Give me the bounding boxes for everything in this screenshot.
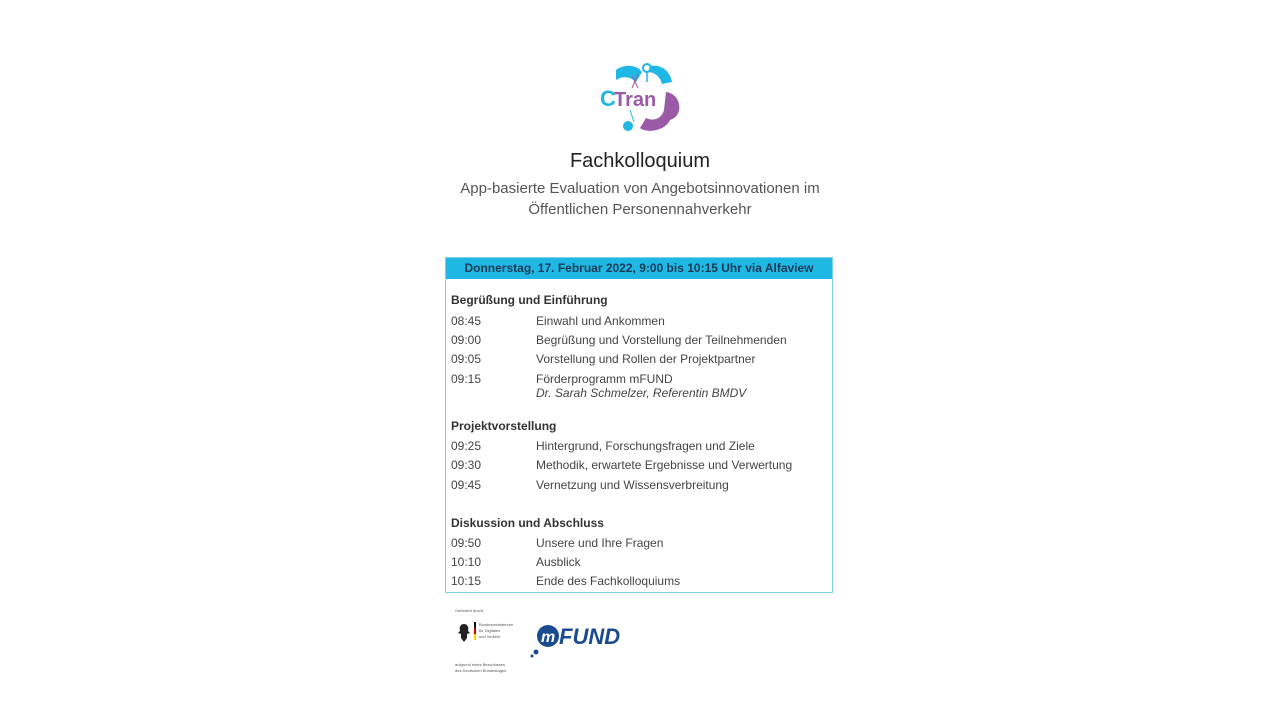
date-banner: Donnerstag, 17. Februar 2022, 9:00 bis 10:15 Uhr via Alfaview xyxy=(446,258,832,279)
agenda-time: 09:05 xyxy=(451,352,482,366)
ministry-line-3: und Verkehr xyxy=(479,634,501,639)
agenda-time: 10:10 xyxy=(451,555,482,569)
agenda-row xyxy=(451,478,831,494)
agenda-desc: Methodik, erwartete Ergebnisse und Verwertung xyxy=(536,458,793,472)
agenda-time: 09:25 xyxy=(451,439,482,453)
logo-c-letter: C xyxy=(600,86,616,111)
page-title: Fachkolloquium xyxy=(569,150,711,172)
agenda-time: 10:15 xyxy=(451,574,482,588)
subtitle-line-1: App-basierte Evaluation von Angebotsinnovationen im xyxy=(460,180,820,197)
ministry-line-1: Bundesministerium xyxy=(479,622,514,627)
ctran-logo xyxy=(592,58,688,138)
agenda-row xyxy=(451,439,831,455)
agenda-row xyxy=(451,333,831,349)
page-subtitle xyxy=(440,178,840,220)
agenda-row xyxy=(451,352,831,368)
agenda-panel xyxy=(445,257,833,593)
agenda-desc: Förderprogramm mFUND xyxy=(536,372,673,386)
agenda-desc: Ausblick xyxy=(536,555,581,569)
section-title: Projektvorstellung xyxy=(451,419,557,433)
agenda-desc: Ende des Fachkolloquiums xyxy=(536,574,681,588)
sponsor-top-text: Gefördert durch: xyxy=(455,608,485,613)
agenda-desc: Einwahl und Ankommen xyxy=(536,314,665,328)
agenda-row xyxy=(451,555,831,571)
logo-tran-text: Tran xyxy=(614,89,657,111)
agenda-time: 09:50 xyxy=(451,536,482,550)
ministry-line-2: für Digitales xyxy=(479,628,501,633)
agenda-time: 08:45 xyxy=(451,314,482,328)
agenda-time: 09:45 xyxy=(451,478,482,492)
agenda-time: 09:30 xyxy=(451,458,482,472)
agenda-desc: Vernetzung und Wissensverbreitung xyxy=(536,478,729,492)
agenda-row xyxy=(451,458,831,474)
section-title: Diskussion und Abschluss xyxy=(451,516,604,530)
flag-gold-stripe xyxy=(474,634,476,640)
agenda-desc: Unsere und Ihre Fragen xyxy=(536,536,664,550)
mfund-m-letter: m xyxy=(541,629,556,646)
agenda-desc: Begrüßung und Vorstellung der Teilnehmenden xyxy=(536,333,787,347)
federal-eagle-icon xyxy=(457,622,471,644)
agenda-desc: Vorstellung und Rollen der Projektpartner xyxy=(536,352,756,366)
agenda-row xyxy=(451,314,831,330)
agenda-time: 09:00 xyxy=(451,333,482,347)
agenda-speaker: Dr. Sarah Schmelzer, Referentin BMDV xyxy=(536,386,747,400)
sponsor-bottom-line-1: aufgrund eines Beschlusses xyxy=(455,662,506,667)
mfund-text: FUND xyxy=(559,624,621,649)
subtitle-line-2: Öffentlichen Personennahverkehr xyxy=(528,201,752,218)
agenda-row xyxy=(451,574,831,590)
agenda-desc: Hintergrund, Forschungsfragen und Ziele xyxy=(536,439,755,453)
bmdv-sponsor-logo xyxy=(455,606,525,676)
sponsor-bottom-line-2: des Deutschen Bundestages xyxy=(455,668,507,673)
section-title: Begrüßung und Einführung xyxy=(451,293,608,307)
mfund-logo xyxy=(530,620,630,660)
agenda-row xyxy=(451,536,831,552)
agenda-time: 09:15 xyxy=(451,372,482,386)
